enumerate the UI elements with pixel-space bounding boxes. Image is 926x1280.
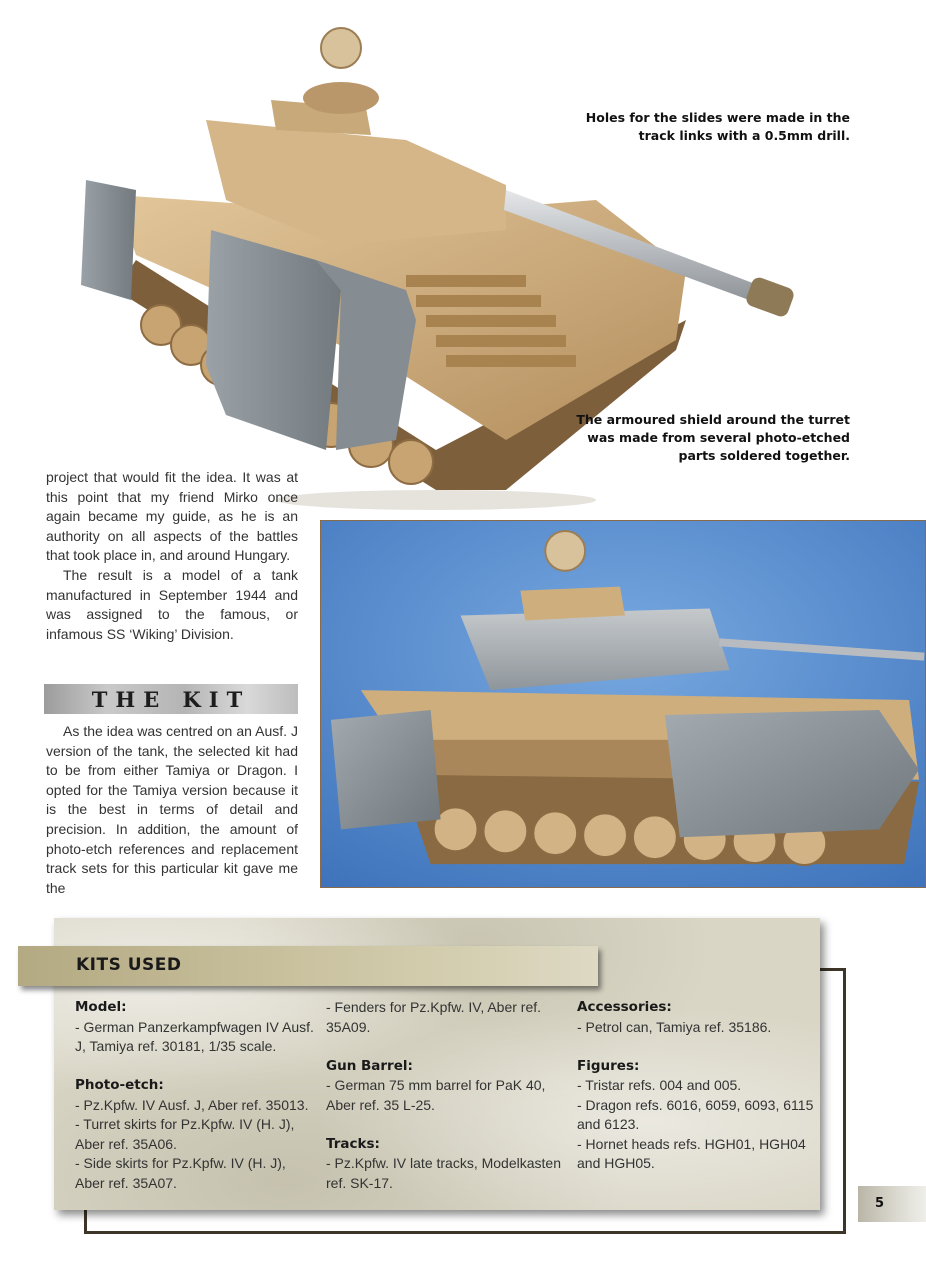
kit-item: - Hornet heads refs. HGH01, HGH04 and HGH05. [577, 1135, 806, 1171]
kit-group-tracks [326, 1135, 566, 1194]
kit-group-title: Photo-etch: [75, 1077, 164, 1093]
kit-section-text [46, 722, 298, 898]
kit-heading-text: THE KIT [91, 687, 251, 712]
kit-section-heading [44, 684, 298, 714]
page-number: 5 [875, 1196, 885, 1211]
kit-group-title: Gun Barrel: [326, 1057, 413, 1074]
kits-used-title-bar [18, 946, 598, 986]
tank-photo-bottom [320, 520, 926, 888]
kit-item: - Pz.Kpfw. IV late tracks, Modelkasten ref. SK-17. [326, 1155, 561, 1191]
kit-item: - Petrol can, Tamiya ref. 35186. [577, 1018, 772, 1035]
kit-group-accessories [577, 998, 817, 1037]
kit-group-title: Tracks: [326, 1135, 380, 1152]
kit-group-model [75, 998, 315, 1057]
kit-item: - German Panzerkampfwagen IV Ausf. J, Tamiya ref. 30181, 1/35 scale. [75, 1018, 314, 1054]
kit-item: - Pz.Kpfw. IV Ausf. J, Aber ref. 35013. [75, 1096, 309, 1113]
kits-column-2 [326, 998, 566, 1213]
intro-text [46, 468, 298, 644]
intro-paragraph-1: project that would fit the idea. It was at this point that my friend Mirko once again became my guide, as he is an authority on all aspects of the battles that took place in, and around Hungary. [46, 469, 298, 564]
photo-caption-shield: The armoured shield around the turret was made from several photo-etched parts soldered together. [576, 412, 850, 463]
kit-group-title: Figures: [577, 1057, 640, 1074]
page-number-box [858, 1186, 926, 1222]
kit-group-photo-etch [75, 1076, 315, 1193]
kit-group-figures [577, 1057, 817, 1174]
kits-column-1 [75, 998, 315, 1213]
kits-column-3 [577, 998, 817, 1193]
kit-paragraph-1: As the idea was centred on an Ausf. J version of the tank, the selected kit had to be from either Tamiya or Dragon. I opted for the Tamiya version because it is the best in terms of detail and precision. In addition, the amount of photo-etch references and replacement track sets for this particular kit gave me the [46, 723, 298, 896]
kits-used-title: KITS USED [76, 955, 182, 975]
kit-item: - Turret skirts for Pz.Kpfw. IV (H. J), Aber ref. 35A06. [75, 1116, 295, 1152]
kit-group-title: Model: [75, 999, 127, 1015]
kit-item: - Tristar refs. 004 and 005. [577, 1077, 742, 1093]
kit-item: - Side skirts for Pz.Kpfw. IV (H. J), Aber ref. 35A07. [75, 1155, 286, 1191]
kit-group-title: Accessories: [577, 999, 672, 1015]
kit-item: - Fenders for Pz.Kpfw. IV, Aber ref. 35A09. [326, 999, 542, 1035]
kit-group-gun-barrel [326, 1057, 566, 1116]
photo-caption-holes: Holes for the slides were made in the track links with a 0.5mm drill. [585, 110, 850, 143]
kit-item: - German 75 mm barrel for PaK 40, Aber ref. 35 L-25. [326, 1077, 546, 1113]
kit-item: - Dragon refs. 6016, 6059, 6093, 6115 and 6123. [577, 1096, 814, 1132]
kit-group-fenders [326, 998, 566, 1037]
intro-paragraph-2: The result is a model of a tank manufactured in September 1944 and was assigned to the famous, or infamous SS ‘Wiking’ Division. [46, 566, 298, 642]
